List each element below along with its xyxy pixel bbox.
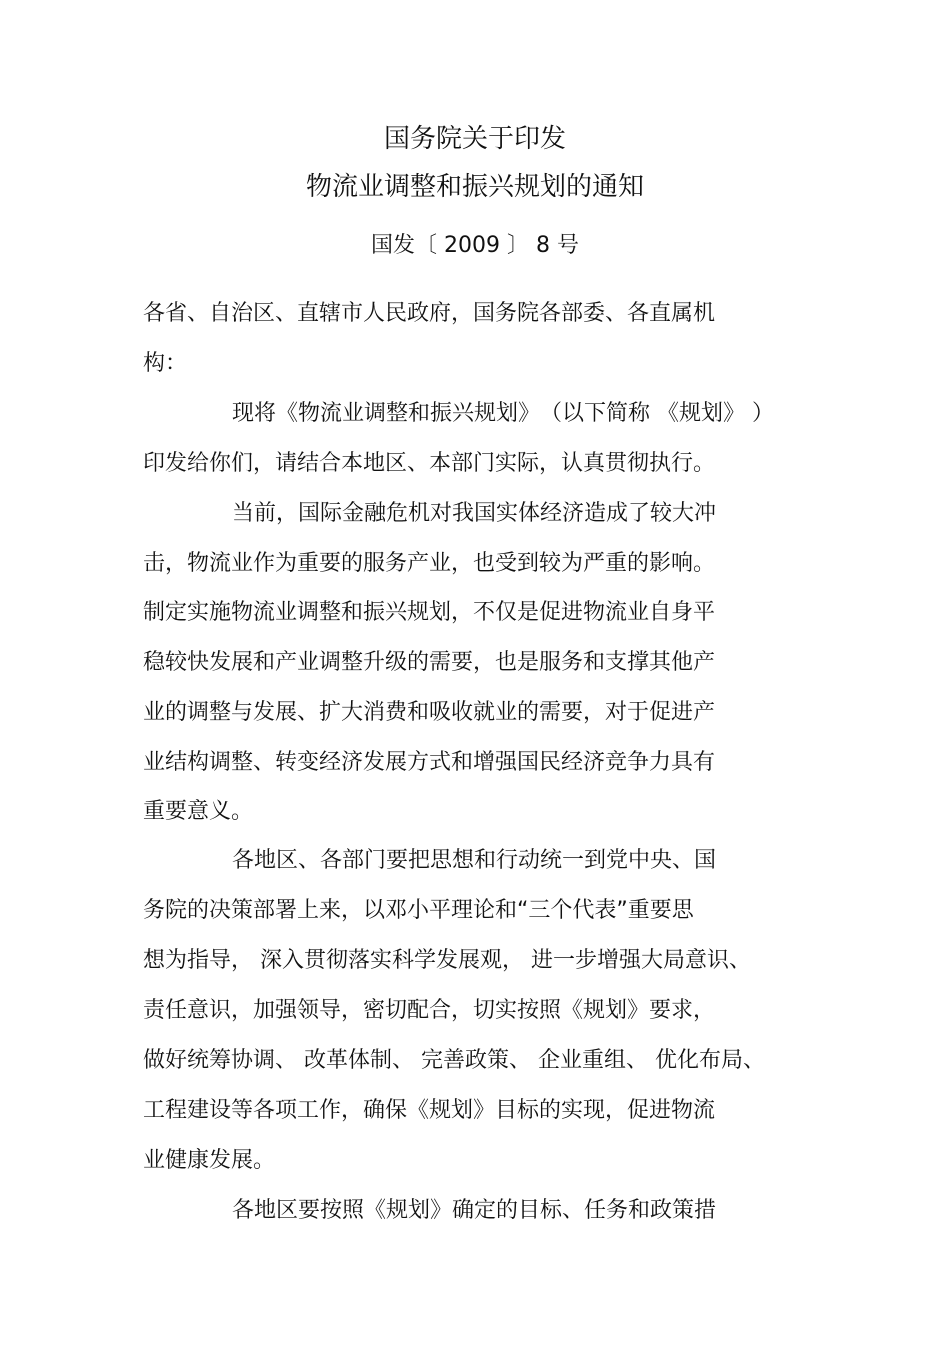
paragraph-2-line-7: 重要意义。 [143,799,254,824]
paragraph-4-line-1: 各地区要按照《规划》确定的目标、任务和政策措 [232,1198,717,1223]
paragraph-1-line-2: 印发给你们，请结合本地区、本部门实际，认真贯彻执行。 [143,451,716,476]
paragraph-3-line-3: 想为指导， 深入贯彻落实科学发展观， 进一步增强大局意识、 [143,948,751,973]
paragraph-3-line-6: 工程建设等各项工作，确保《规划》目标的实现，促进物流 [143,1098,716,1123]
addressee-line-1: 各省、自治区、直辖市人民政府，国务院各部委、各直属机 [143,301,716,326]
paragraph-2-line-5: 业的调整与发展、扩大消费和吸收就业的需要，对于促进产 [143,700,716,725]
document-number: 国发〔 2009 〕 8 号 [371,233,579,258]
paragraph-2-line-1: 当前，国际金融危机对我国实体经济造成了较大冲 [232,501,717,526]
paragraph-2-line-2: 击，物流业作为重要的服务产业，也受到较为严重的影响。 [143,551,716,576]
paragraph-3-line-4: 责任意识，加强领导，密切配合，切实按照《规划》要求， [143,998,716,1023]
paragraph-3-line-5: 做好统筹协调、 改革体制、 完善政策、 企业重组、 优化布局、 [143,1048,765,1073]
document-title-line-2: 物流业调整和振兴规划的通知 [305,172,644,202]
addressee-line-2: 构： [143,351,188,376]
paragraph-3-line-7: 业健康发展。 [143,1148,276,1173]
document-title-line-1: 国务院关于印发 [383,124,566,154]
paragraph-2-line-6: 业结构调整、转变经济发展方式和增强国民经济竞争力具有 [143,750,716,775]
paragraph-3-line-1: 各地区、各部门要把思想和行动统一到党中央、国 [232,848,717,873]
paragraph-2-line-4: 稳较快发展和产业调整升级的需要，也是服务和支撑其他产 [143,650,716,675]
paragraph-2-line-3: 制定实施物流业调整和振兴规划，不仅是促进物流业自身平 [143,600,716,625]
paragraph-3-line-2: 务院的决策部署上来，以邓小平理论和“三个代表”重要思 [143,898,694,923]
paragraph-1-line-1: 现将《物流业调整和振兴规划》 （以下简称 《规划》 ） [232,401,774,426]
